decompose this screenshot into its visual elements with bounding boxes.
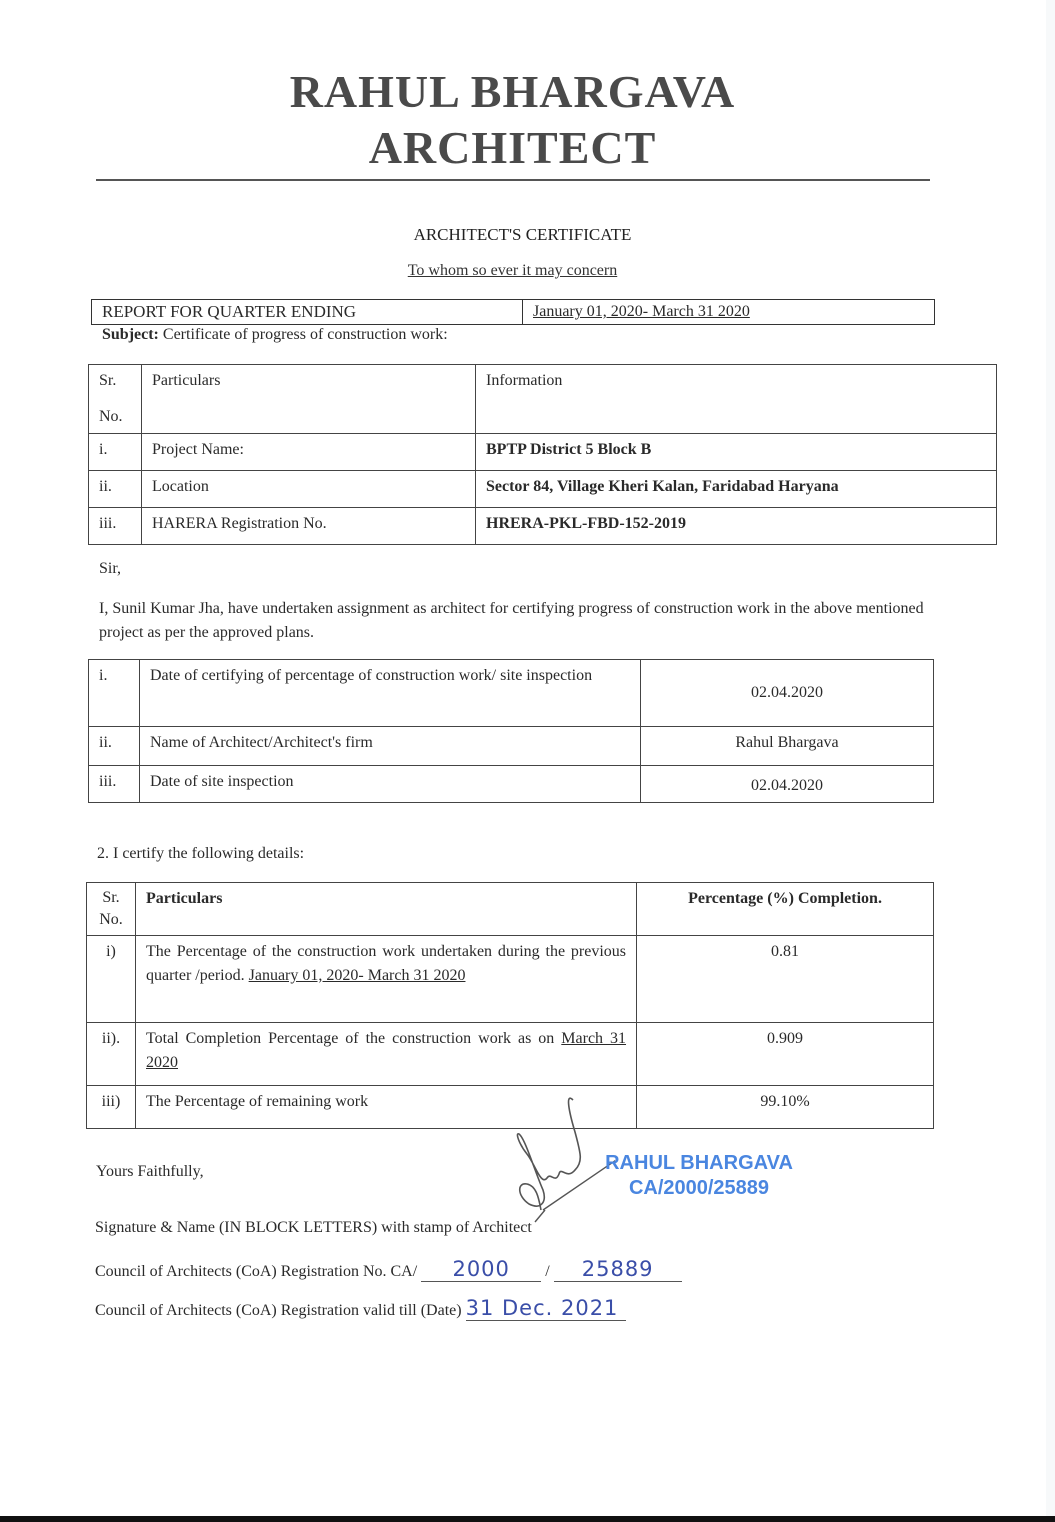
subject-line (102, 326, 448, 344)
row-particular-text: The Percentage of the construction work undertaken during the previous quarter /period. (146, 943, 626, 984)
subject-text: Certificate of progress of construction work: (158, 326, 448, 343)
coa-registration-number: 25889 (554, 1257, 682, 1282)
row-sr: ii). (87, 1023, 136, 1086)
header-sr-line2: No. (99, 408, 123, 425)
stamp-name: RAHUL BHARGAVA (605, 1152, 793, 1174)
scan-bottom-edge (0, 1516, 1055, 1522)
coa-valid-label: Council of Architects (CoA) Registration valid till (Date) (95, 1302, 462, 1319)
row-particular: HARERA Registration No. (142, 508, 476, 545)
closing: Yours Faithfully, (96, 1163, 204, 1180)
salutation-text: To whom so ever it may concern (407, 262, 618, 279)
coa-registration-label: Council of Architects (CoA) Registration No. CA/ (95, 1263, 418, 1280)
table-header-row (87, 883, 934, 936)
coa-valid-line (95, 1296, 626, 1321)
row-particular (136, 1023, 637, 1086)
table-row (87, 1023, 934, 1086)
details-intro: 2. I certify the following details: (97, 845, 305, 862)
row-particular: Name of Architect/Architect's firm (140, 727, 641, 766)
letterhead-title: ARCHITECT (368, 122, 657, 173)
table-row (89, 434, 997, 471)
header-sr (89, 365, 142, 434)
table-row (89, 508, 997, 545)
header-completion: Percentage (%) Completion. (637, 883, 934, 936)
coa-registration-line (95, 1257, 682, 1282)
row-sr: iii. (89, 766, 140, 803)
subject-label: Subject: (102, 326, 159, 343)
coa-valid-date: 31 Dec. 2021 (466, 1296, 626, 1321)
header-particulars: Particulars (136, 883, 637, 936)
row-sr: i. (89, 434, 142, 471)
row-particular-date: March 31 2020 (146, 1030, 627, 1071)
header-particulars: Particulars (142, 365, 476, 434)
letterhead-name: RAHUL BHARGAVA (289, 66, 736, 117)
row-sr: iii) (87, 1086, 136, 1129)
row-info: HRERA-PKL-FBD-152-2019 (476, 508, 997, 545)
architect-stamp (594, 1151, 804, 1201)
table-row (89, 727, 934, 766)
inspection-table (88, 659, 934, 803)
row-particular (136, 936, 637, 1023)
row-particular: Date of site inspection (140, 766, 641, 803)
letter-body: I, Sunil Kumar Jha, have undertaken assignment as architect for certifying progress of construction work in the above mentioned project as per the approved plans. (99, 600, 924, 641)
stamp-registration: CA/2000/25889 (628, 1177, 770, 1199)
row-particular-period: January 01, 2020- March 31 2020 (248, 967, 466, 984)
header-sr-line1: Sr. (99, 372, 117, 389)
header-information: Information (476, 365, 997, 434)
certificate-title: ARCHITECT'S CERTIFICATE (413, 225, 632, 244)
row-sr: i) (87, 936, 136, 1023)
row-sr: iii. (89, 508, 142, 545)
table-row (89, 660, 934, 727)
project-table (88, 364, 997, 545)
row-sr: i. (89, 660, 140, 727)
signature-label: Signature & Name (IN BLOCK LETTERS) with stamp of Architect (95, 1219, 532, 1236)
row-particular: Date of certifying of percentage of construction work/ site inspection (140, 660, 641, 727)
row-info: BPTP District 5 Block B (476, 434, 997, 471)
header-sr-line2: No. (99, 911, 123, 928)
quarter-box (91, 299, 935, 325)
row-particular: Project Name: (142, 434, 476, 471)
row-particular: The Percentage of remaining work (136, 1086, 637, 1129)
quarter-value: January 01, 2020- March 31 2020 (533, 303, 750, 320)
row-value: 99.10% (637, 1086, 934, 1129)
greeting: Sir, (99, 560, 122, 577)
coa-registration-year: 2000 (421, 1257, 541, 1282)
salutation-line (0, 262, 1025, 280)
row-info: Sector 84, Village Kheri Kalan, Faridabad Haryana (476, 471, 997, 508)
row-sr: ii. (89, 471, 142, 508)
table-row (89, 471, 997, 508)
table-row (89, 766, 934, 803)
quarter-label: REPORT FOR QUARTER ENDING (92, 300, 523, 324)
row-value: 0.81 (637, 936, 934, 1023)
row-sr: ii. (89, 727, 140, 766)
letterhead-divider (96, 179, 930, 181)
row-particular-text: Total Completion Percentage of the construction work as on (146, 1030, 562, 1047)
row-value: 02.04.2020 (641, 660, 934, 727)
header-sr-line1: Sr. (102, 889, 120, 906)
header-sr (87, 883, 136, 936)
row-value: 0.909 (637, 1023, 934, 1086)
scan-right-edge (1046, 0, 1055, 1516)
row-value: 02.04.2020 (641, 766, 934, 803)
coa-registration-separator: / (545, 1263, 550, 1280)
table-row (87, 936, 934, 1023)
row-particular: Location (142, 471, 476, 508)
table-header-row (89, 365, 997, 434)
row-value: Rahul Bhargava (641, 727, 934, 766)
